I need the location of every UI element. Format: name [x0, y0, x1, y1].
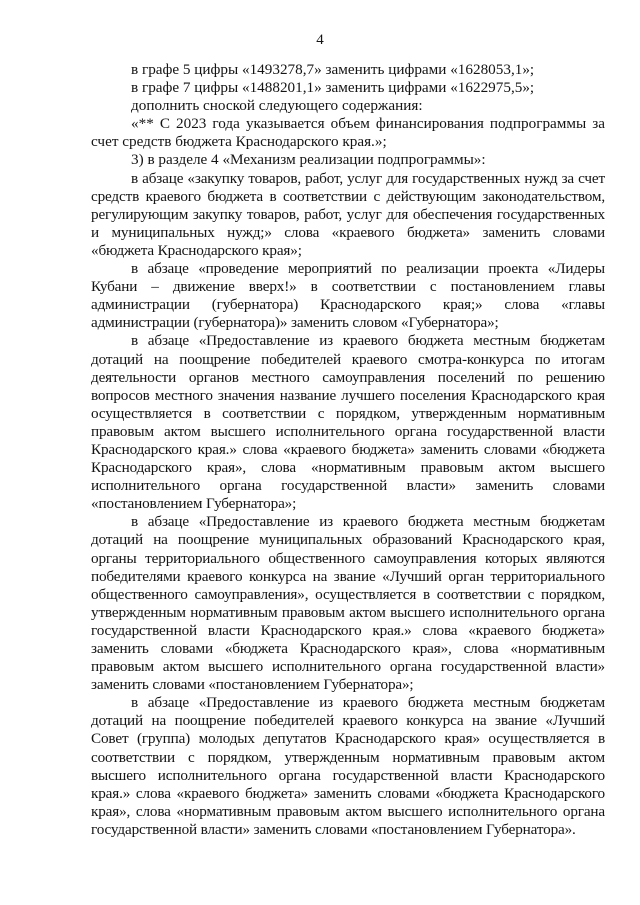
paragraph-best-settlement: в абзаце «Предоставление из краевого бюджета местным бюджетам дотаций на поощрение победителей краевого смотра-конкурса по итогам деятельности органов местного самоуправления поселений по решению вопросов местного значения название лучшего поселения Краснодарского края осуществляется в соответствии с порядком, утвержденным нормативным правовым актом высшего исполнительного органа государственной власти Краснодарского края.» слова «краевого бюджета» заменить словами «бюджета Краснодарского края», слова «нормативным правовым актом высшего исполнительного органа государственной власти» заменить словами «постановлением Губернатора»; [91, 332, 605, 513]
paragraph-procurement: в абзаце «закупку товаров, работ, услуг для государственных нужд за счет средств краевого бюджета в соответствии с действующим законодательством, регулирующим закупку товаров, работ, услуг для обеспечения государственных и муниципальных нужд;» слова «краевого бюджета» заменить словами «бюджета Краснодарского края»; [91, 169, 605, 259]
document-body [91, 61, 605, 839]
paragraph-footnote-text: «** С 2023 года указывается объем финансирования подпрограммы за счет средств бюджета Краснодарского края.»; [91, 115, 605, 151]
paragraph-add-footnote: дополнить сноской следующего содержания: [131, 97, 423, 115]
paragraph-section-4-heading: 3) в разделе 4 «Механизм реализации подпрограммы»: [131, 151, 486, 169]
paragraph-column5-replacement: в графе 5 цифры «1493278,7» заменить цифрами «1628053,1»; [131, 61, 535, 78]
paragraph-youth-council: в абзаце «Предоставление из краевого бюджета местным бюджетам дотаций на поощрение победителей краевого конкурса на звание «Лучший Совет (группа) молодых депутатов Краснодарского края» осуществляется в соответствии с порядком, утвержденным нормативным правовым актом высшего исполнительного органа государственной власти Краснодарского края.» слова «краевого бюджета» заменить словами «бюджета Краснодарского края», слова «нормативным правовым актом высшего исполнительного органа государственной власти» заменить словами «постановлением Губернатора». [91, 694, 605, 838]
paragraph-column7-replacement: в графе 7 цифры «1488201,1» заменить цифрами «1622975,5»; [131, 79, 535, 97]
paragraph-leaders-of-kuban: в абзаце «проведение мероприятий по реализации проекта «Лидеры Кубани – движение вверх!» в соответствии с постановлением главы администрации (губернатора) Краснодарского края;» слова «главы администрации (губернатора)» заменить словом «Губернатора»; [91, 260, 605, 332]
paragraph-best-tos-body: в абзаце «Предоставление из краевого бюджета местным бюджетам дотаций на поощрение муниципальных образований Краснодарского края, органы территориального общественного самоуправления которых являются победителями краевого конкурса на звание «Лучший орган территориального общественного самоуправления», осуществляется в соответствии с порядком, утвержденным нормативным правовым актом высшего исполнительного органа государственной власти Краснодарского края.» слова «краевого бюджета» заменить словами «бюджета Краснодарского края», слова «нормативным правовым актом высшего исполнительного органа государственной власти» заменить словами «постановлением Губернатора»; [91, 513, 605, 694]
page-number: 4 [316, 32, 324, 48]
